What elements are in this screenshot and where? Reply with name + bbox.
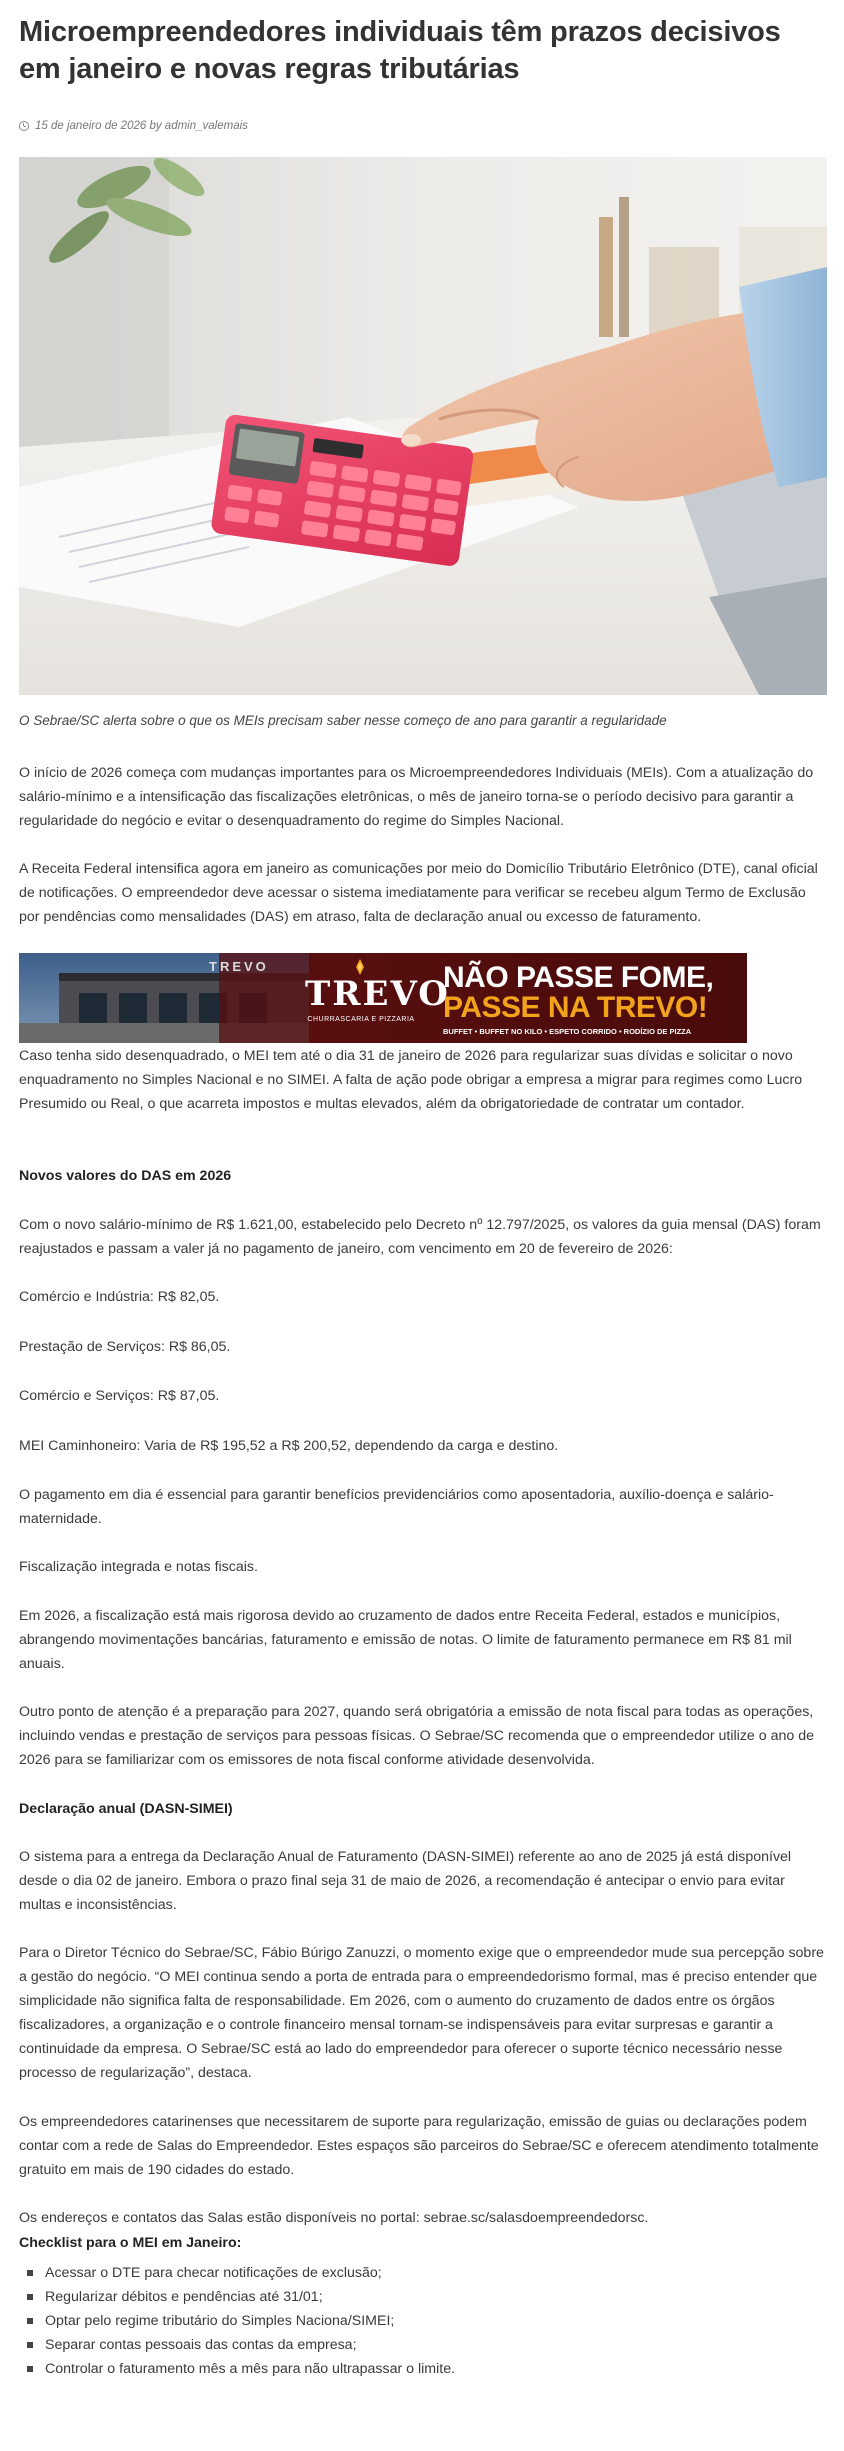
article-meta [19, 118, 248, 134]
ad-building-sign: TREVO [209, 959, 269, 974]
article-date-author: 15 de janeiro de 2026 by admin_valemais [35, 120, 248, 132]
das-value-comercio-servicos: Comércio e Serviços: R$ 87,05. [19, 1388, 220, 1404]
paragraph-fiscalizacao: Em 2026, a fiscalização está mais rigorosa devido ao cruzamento de dados entre Receita Federal, estados e municípios, abrangendo movimentações bancárias, faturamento e emissão de notas. O limite de faturamento permanece em R$ 81 mil anuais. [19, 1608, 792, 1672]
image-caption: O Sebrae/SC alerta sobre o que os MEIs precisam saber nesse começo de ano para garantir a regularidade [19, 713, 667, 728]
paragraph-diretor: Para o Diretor Técnico do Sebrae/SC, Fábio Búrigo Zanuzzi, o momento exige que o empreendedor mude sua percepção sobre a gestão do negócio. “O MEI continua sendo a porta de entrada para o empreendedorismo formal, mas é preciso entender que simplicidade não significa falta de responsabilidade. Em 2026, com o aumento do cruzamento de dados entre os órgãos fiscalizadores, a organização e o controle financeiro mensal tornam-se indispensáveis para evitar surpresas e garantir a continuidade da empresa. O Sebrae/SC está ao lado do empreendedor para oferecer o suporte técnico necessário nesse processo de regularização”, destaca. [19, 1945, 824, 2081]
paragraph-pagamento: O pagamento em dia é essencial para garantir benefícios previdenciários como aposentadoria, auxílio-doença e salário-maternidade. [19, 1487, 774, 1527]
paragraph-salas: Os empreendedores catarinenses que necessitarem de suporte para regularização, emissão de guias ou declarações podem contar com a rede de Salas do Empreendedor. Estes espaços são parceiros do Sebrae/SC e oferecem atendimento totalmente gratuito em mais de 190 cidades do estado. [19, 2114, 819, 2178]
clock-icon [19, 121, 29, 131]
ad-brand: TREVO [305, 974, 450, 1014]
paragraph-enderecos: Os endereços e contatos das Salas estão disponíveis no portal: sebrae.sc/salasdoempreendedorsc. [19, 2210, 649, 2226]
article-hero-image [19, 157, 827, 695]
ad-services: BUFFET • BUFFET NO KILO • ESPETO CORRIDO • RODÍZIO DE PIZZA [443, 1027, 692, 1036]
section-heading-dasn: Declaração anual (DASN-SIMEI) [19, 1801, 233, 1817]
checklist-item: Optar pelo regime tributário do Simples Naciona/SIMEI; [19, 2309, 827, 2333]
section-heading-das: Novos valores do DAS em 2026 [19, 1168, 232, 1184]
das-value-comercio-industria: Comércio e Indústria: R$ 82,05. [19, 1289, 220, 1305]
paragraph-das-intro: Com o novo salário-mínimo de R$ 1.621,00, estabelecido pelo Decreto nº 12.797/2025, os valores da guia mensal (DAS) foram reajustados e passam a valer já no pagamento de janeiro, com vencimento em 20 de fevereiro de 2026: [19, 1217, 821, 1257]
ad-headline-1: NÃO PASSE FOME, [443, 961, 714, 994]
paragraph-dasn: O sistema para a entrega da Declaração Anual de Faturamento (DASN-SIMEI) referente ao ano de 2025 já está disponível desde o dia 02 de janeiro. Embora o prazo final seja 31 de maio de 2026, a recomendação é antecipar o envio para evitar multas e inconsistências. [19, 1849, 792, 1913]
das-value-servicos: Prestação de Serviços: R$ 86,05. [19, 1339, 231, 1355]
ad-banner[interactable] [19, 953, 747, 1043]
checklist-item: Regularizar débitos e pendências até 31/01; [19, 2285, 827, 2309]
checklist-item: Separar contas pessoais das contas da empresa; [19, 2333, 827, 2357]
checklist-item: Controlar o faturamento mês a mês para não ultrapassar o limite. [19, 2357, 827, 2381]
checklist-item: Acessar o DTE para checar notificações de exclusão; [19, 2261, 827, 2285]
paragraph-3: Caso tenha sido desenquadrado, o MEI tem até o dia 31 de janeiro de 2026 para regularizar suas dívidas e solicitar o novo enquadramento no Simples Nacional e no SIMEI. A falta de ação pode obrigar a empresa a migrar para regimes como Lucro Presumido ou Real, o que acarreta impostos e multas elevados, além da obrigatoriedade de contratar um contador. [19, 1048, 803, 1112]
section-heading-checklist: Checklist para o MEI em Janeiro: [19, 2235, 242, 2251]
checklist [19, 2261, 827, 2381]
das-value-caminhoneiro: MEI Caminhoneiro: Varia de R$ 195,52 a R$ 200,52, dependendo da carga e destino. [19, 1438, 559, 1454]
paragraph-2: A Receita Federal intensifica agora em janeiro as comunicações por meio do Domicílio Tributário Eletrônico (DTE), canal oficial de notificações. O empreendedor deve acessar o sistema imediatamente para verificar se recebeu algum Termo de Exclusão por pendências como mensalidades (DAS) em atraso, falta de declaração anual ou excesso de faturamento. [19, 861, 818, 925]
paragraph-1: O início de 2026 começa com mudanças importantes para os Microempreendedores Individuais (MEIs). Com a atualização do salário-mínimo e a intensificação das fiscalizações eletrônicas, o mês de janeiro torna-se o período decisivo para garantir a regularidade do negócio e evitar o desenquadramento do regime do Simples Nacional. [19, 765, 814, 829]
ad-brand-sub: CHURRASCARIA E PIZZARIA [307, 1016, 415, 1023]
article-title: Microempreendedores individuais têm prazos decisivos em janeiro e novas regras tributárias [19, 16, 781, 85]
paragraph-2027: Outro ponto de atenção é a preparação para 2027, quando será obrigatória a emissão de nota fiscal para todas as operações, incluindo vendas e prestação de serviços para pessoas físicas. O Sebrae/SC recomenda que o empreendedor utilize o ano de 2026 para se familiarizar com os emissores de nota fiscal conforme atividade desenvolvida. [19, 1704, 814, 1768]
ad-headline-2: PASSE NA TREVO! [443, 991, 708, 1024]
paragraph-fiscalizacao-title: Fiscalização integrada e notas fiscais. [19, 1559, 258, 1575]
